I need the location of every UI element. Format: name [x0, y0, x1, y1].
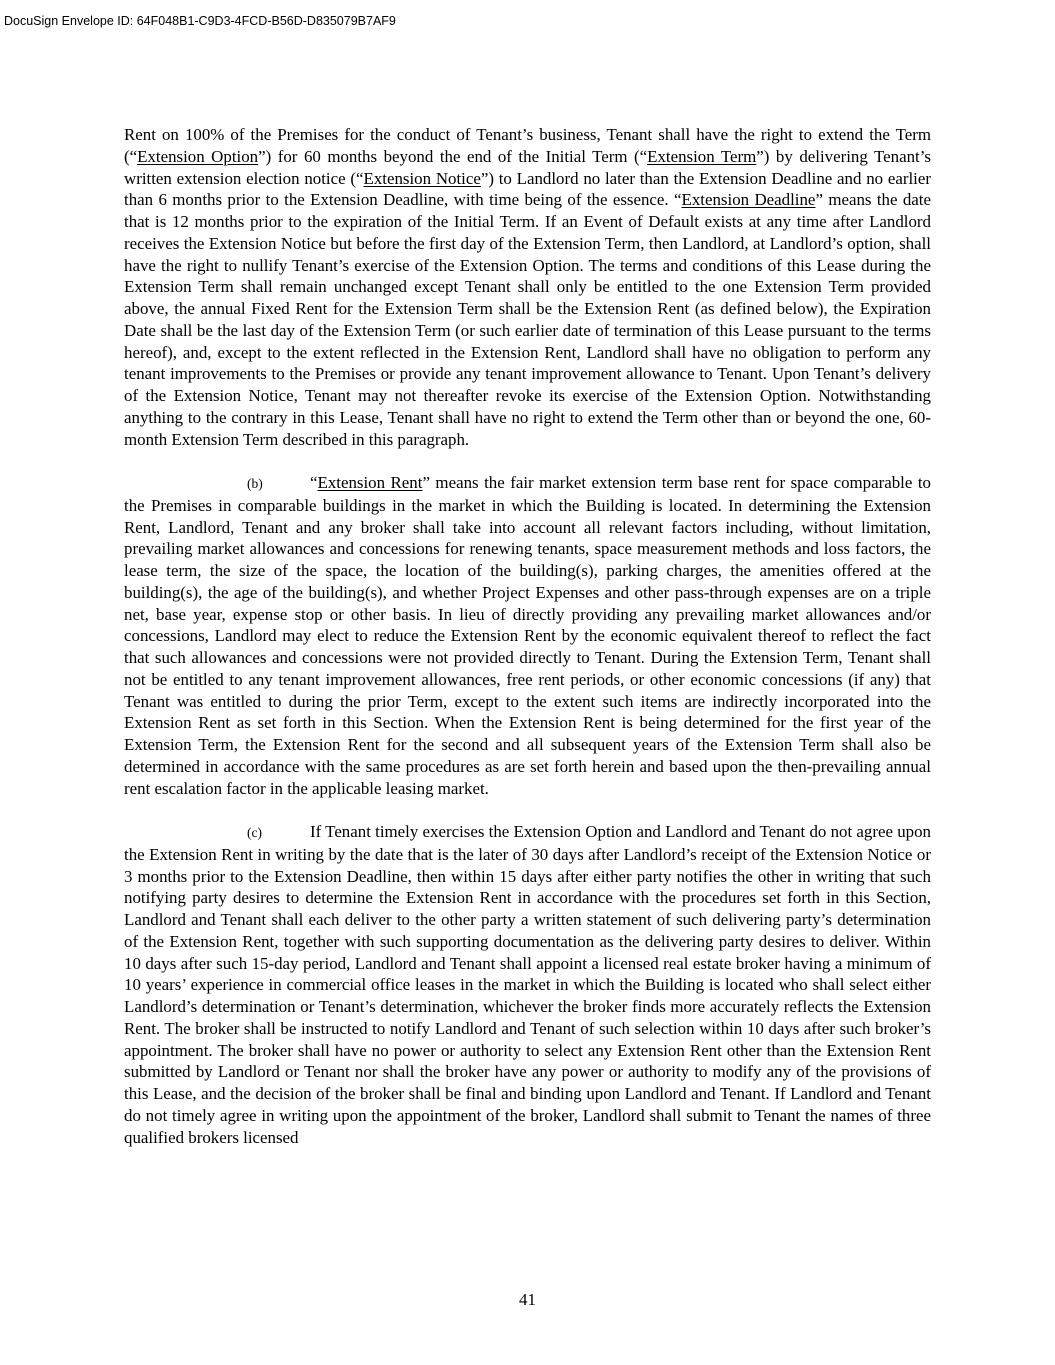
defined-term-extension-notice: Extension Notice — [363, 168, 481, 188]
defined-term-extension-rent: Extension Rent — [317, 473, 423, 492]
paragraph-b-label: (b) — [247, 476, 263, 491]
defined-term-extension-deadline: Extension Deadline — [681, 190, 816, 210]
defined-term-extension-term: Extension Term — [647, 146, 757, 166]
paragraph-b: (b) “Extension Rent” means the fair market extension term base rent for space comparable to the Premises in comparable buildings in the market in which the Building is located. In determining the Extension Rent, Landlord, Tenant and any broker shall take into account all relevant factors including, without limitation, prevailing market allowances and concessions for renewing tenants, space measurement methods and loss factors, the lease term, the size of the space, the location of the building(s), parking charges, the amenities offered at the building(s), the age of the building(s), and whether Project Expenses and other pass-through expenses are on a triple net, base year, expense stop or other basis. In lieu of directly providing any prevailing market allowances and/or concessions, Landlord may elect to reduce the Extension Rent by the economic equivalent thereof to reflect the fact that such allowances and concessions were not provided directly to Tenant. During the Extension Term, Tenant shall not be entitled to any tenant improvement allowances, free rent periods, or other economic concessions (if any) that Tenant was entitled to during the prior Term, except to the extent such items are indirectly incorporated into the Extension Rent as set forth in this Section. When the Extension Rent is being determined for the first year of the Extension Term, the Extension Rent for the second and all subsequent years of the Extension Term shall also be determined in accordance with the same procedures as are set forth herein and based upon the then-prevailing annual rent escalation factor in the applicable leasing market. — [124, 473, 931, 798]
page-number: 41 — [519, 1290, 536, 1309]
envelope-id: DocuSign Envelope ID: 64F048B1-C9D3-4FCD-B56D-D835079B7AF9 — [4, 14, 396, 28]
defined-term-extension-option: Extension Option — [137, 146, 259, 166]
document-body — [124, 124, 931, 1148]
paragraph-c-label: (c) — [247, 825, 262, 840]
paragraph-a-continuation: Rent on 100% of the Premises for the conduct of Tenant’s business, Tenant shall have the right to extend the Term (“Extension Option”) for 60 months beyond the end of the Initial Term (“Extension Term”) by delivering Tenant’s written extension election notice (“Extension Notice”) to Landlord no later than the Extension Deadline and no earlier than 6 months prior to the Extension Deadline, with time being of the essence. “Extension Deadline” means the date that is 12 months prior to the expiration of the Initial Term. If an Event of Default exists at any time after Landlord receives the Extension Notice but before the first day of the Extension Term, then Landlord, at Landlord’s option, shall have the right to nullify Tenant’s exercise of the Extension Option. The terms and conditions of this Lease during the Extension Term shall remain unchanged except Tenant shall only be entitled to the one Extension Term provided above, the annual Fixed Rent for the Extension Term shall be the Extension Rent (as defined below), the Expiration Date shall be the last day of the Extension Term (or such earlier date of termination of this Lease pursuant to the terms hereof), and, except to the extent reflected in the Extension Rent, Landlord shall have no obligation to perform any tenant improvements to the Premises or provide any tenant improvement allowance to Tenant. Upon Tenant’s delivery of the Extension Notice, Tenant may not thereafter revoke its exercise of the Extension Option. Notwithstanding anything to the contrary in this Lease, Tenant shall have no right to extend the Term other than or beyond the one, 60-month Extension Term described in this paragraph. — [124, 125, 931, 449]
paragraph-c: (c) If Tenant timely exercises the Extension Option and Landlord and Tenant do not agree upon the Extension Rent in writing by the date that is the later of 30 days after Landlord’s receipt of the Extension Notice or 3 months prior to the Extension Deadline, then within 15 days after either party notifies the other in writing that such notifying party desires to determine the Extension Rent in accordance with the procedures set forth in this Section, Landlord and Tenant shall each deliver to the other party a written statement of such delivering party’s determination of the Extension Rent, together with such supporting documentation as the delivering party desires to deliver. Within 10 days after such 15-day period, Landlord and Tenant shall appoint a licensed real estate broker having a minimum of 10 years’ experience in commercial office leases in the market in which the Building is located who shall select either Landlord’s determination or Tenant’s determination, whichever the broker finds more accurately reflects the Extension Rent. The broker shall be instructed to notify Landlord and Tenant of such selection within 10 days after such broker’s appointment. The broker shall have no power or authority to select any Extension Rent other than the Extension Rent submitted by Landlord or Tenant nor shall the broker have any power or authority to modify any of the provisions of this Lease, and the decision of the broker shall be final and binding upon Landlord and Tenant. If Landlord and Tenant do not timely agree in writing upon the appointment of the broker, Landlord shall submit to Tenant the names of three qualified brokers licensed — [124, 822, 931, 1147]
